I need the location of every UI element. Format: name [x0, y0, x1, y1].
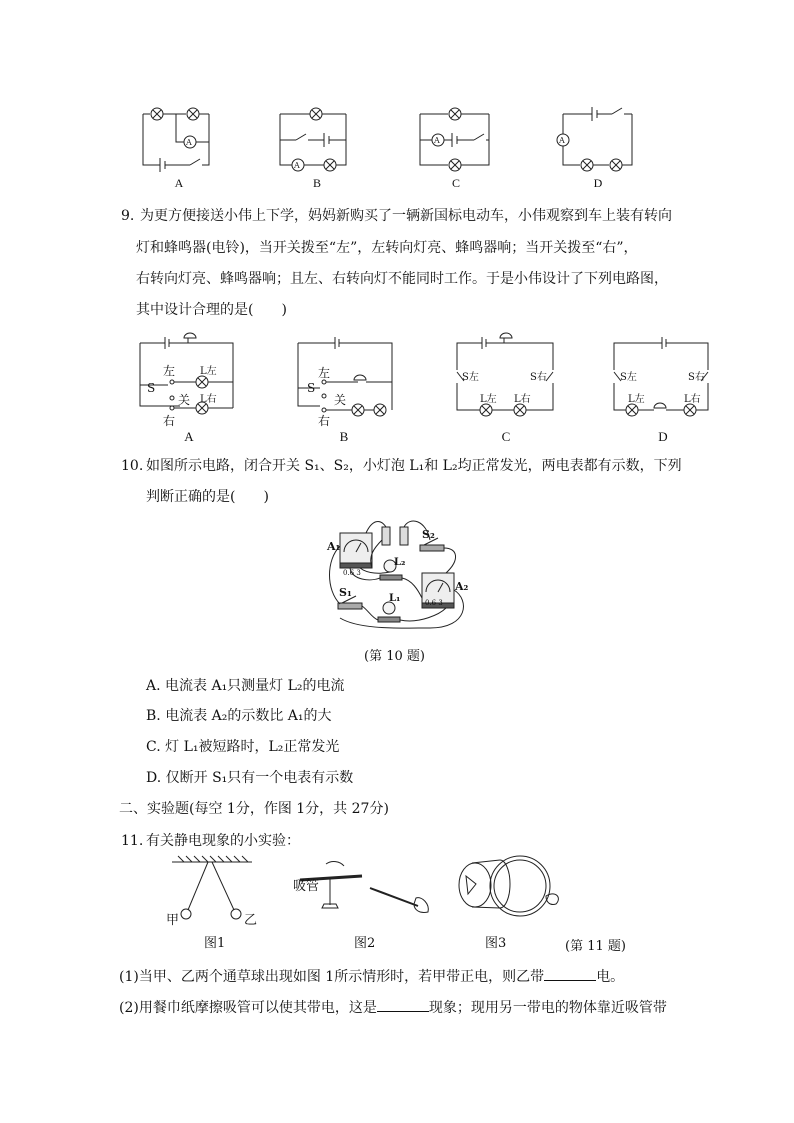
q10-option-b: B. 电流表 A₂的示数比 A₁的大 — [146, 708, 332, 724]
q8-label-d: D — [593, 176, 603, 190]
q9-a-label-right: 右 — [163, 414, 176, 428]
q10-fig-l1: L₁ — [389, 593, 401, 604]
q10-option-c: C. 灯 L₁被短路时，L₂正常发光 — [146, 739, 340, 755]
q9-d-label-lright: L右 — [684, 394, 701, 405]
q9-d-label-lleft: L左 — [628, 394, 645, 405]
q9-b-label-s: S — [307, 381, 316, 395]
svg-text:A: A — [294, 161, 300, 170]
q11-jia-label: 甲 — [166, 913, 180, 928]
q9-label-c: C — [501, 429, 511, 444]
q9-line-2: 灯和蜂鸣器(电铃)，当开关拨至“左”，左转向灯亮、蜂鸣器响；当开关拨至“右”， — [136, 240, 638, 256]
q11-sub2-pre: (2)用餐巾纸摩擦吸管可以使其带电，这是 — [119, 1000, 377, 1016]
q9-a-label-lleft: L左 — [200, 366, 217, 377]
q10-fig-s2: S₂ — [422, 528, 435, 541]
q10-fig-s1: S₁ — [339, 586, 352, 599]
q10-line-2: 判断正确的是( ) — [146, 489, 269, 505]
svg-text:A: A — [186, 138, 192, 147]
q9-line-1: 为更方便接送小伟上下学，妈妈新购买了一辆新国标电动车，小伟观察到车上装有转向 — [140, 208, 672, 224]
svg-text:A: A — [559, 136, 565, 145]
q11-title: 有关静电现象的小实验： — [146, 833, 300, 849]
q11-sub2 — [119, 997, 667, 1018]
q11-fig2-label: 图2 — [354, 936, 376, 951]
q9-a-label-s: S — [147, 381, 156, 395]
q11-sub2-blank[interactable] — [377, 997, 429, 1012]
q9-a-label-off: 关 — [178, 393, 191, 407]
q9-d-label-sright: S右 — [688, 372, 705, 383]
q8-label-c: C — [451, 176, 460, 190]
q10-option-d: D. 仅断开 S₁只有一个电表有示数 — [146, 770, 354, 786]
q11-straw-label: 吸管 — [293, 879, 320, 894]
q10-caption: (第 10 题) — [364, 649, 425, 664]
q9-b-label-left: 左 — [318, 366, 331, 380]
q11-fig1-label: 图1 — [204, 936, 226, 951]
q10-fig-a1: A₁ — [327, 540, 341, 553]
q8-label-b: B — [312, 176, 321, 190]
q11-caption: (第 11 题) — [565, 939, 626, 954]
q9-a-label-lright: L右 — [200, 394, 217, 405]
q9-line-3: 右转向灯亮、蜂鸣器响；且左、右转向灯不能同时工作。于是小伟设计了下列电路图， — [136, 271, 668, 287]
q9-c-label-lright: L右 — [514, 394, 531, 405]
svg-text:A: A — [434, 136, 440, 145]
q11-sub1-pre: (1)当甲、乙两个通草球出现如图 1所示情形时，若甲带正电，则乙带 — [119, 969, 545, 985]
q10-fig-a2: A₂ — [455, 580, 469, 593]
q9-c-label-sright: S右 — [530, 372, 547, 383]
q9-number: 9. — [121, 208, 135, 224]
q11-fig3-label: 图3 — [485, 936, 507, 951]
section-2-heading: 二、实验题(每空 1分，作图 1分，共 27分) — [119, 801, 389, 817]
q11-sub1-blank[interactable] — [544, 966, 596, 981]
q9-d-label-sleft: S左 — [620, 372, 637, 383]
q9-label-d: D — [658, 429, 668, 444]
q9-line-4: 其中设计合理的是( ) — [136, 302, 287, 318]
q9-c-label-sleft: S左 — [462, 372, 479, 383]
q9-label-b: B — [339, 429, 349, 444]
q9-b-label-right: 右 — [318, 414, 331, 428]
q9-label-a: A — [184, 429, 194, 444]
q10-fig-l2: L₂ — [394, 557, 406, 568]
q11-yi-label: 乙 — [244, 913, 258, 928]
q10-fig-scale-a2: 0.6 3 — [425, 599, 443, 607]
q10-option-a: A. 电流表 A₁只测量灯 L₂的电流 — [146, 678, 345, 694]
q11-sub2-post: 现象；现用另一带电的物体靠近吸管带 — [428, 1000, 667, 1016]
q9-a-label-left: 左 — [163, 364, 176, 378]
q10-fig-scale-a1: 0.6 3 — [343, 569, 361, 577]
q11-sub1-post: 电。 — [596, 969, 625, 985]
q10-line-1: 如图所示电路，闭合开关 S₁、S₂，小灯泡 L₁和 L₂均正常发光，两电表都有示数，下列 — [146, 458, 682, 474]
q9-c-label-lleft: L左 — [480, 394, 497, 405]
q11-sub1 — [119, 966, 624, 987]
q8-label-a: A — [174, 176, 184, 190]
q10-number: 10. — [121, 458, 144, 474]
q11-number: 11. — [121, 833, 144, 849]
q9-b-label-off: 关 — [334, 393, 347, 407]
